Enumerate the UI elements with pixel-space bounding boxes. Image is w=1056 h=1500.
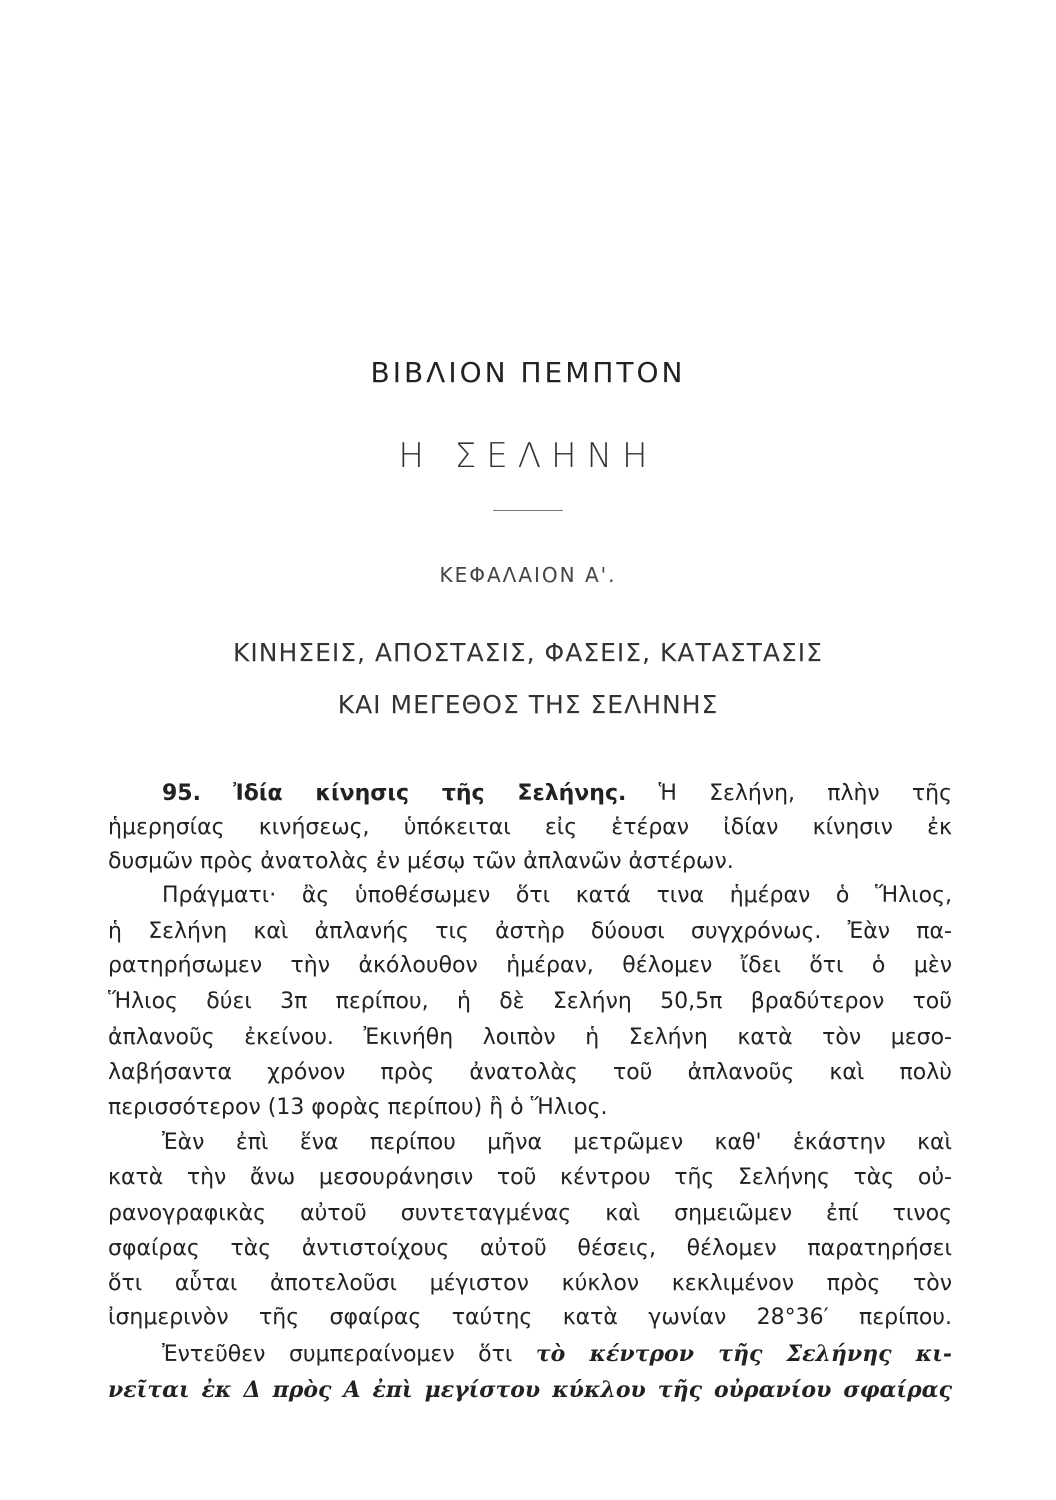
part-title: Η ΣΕΛΗΝΗ (398, 436, 658, 476)
text-line: Πράγματι· ἂς ὑποθέσωμεν ὅτι κατά τινα ἡμέραν ὁ Ἥλιος, (162, 883, 952, 908)
title-divider (493, 510, 563, 511)
chapter-title-line-1: ΚΙΝΗΣΕΙΣ, ΑΠΟΣΤΑΣΙΣ, ΦΑΣΕΙΣ, ΚΑΤΑΣΤΑΣΙΣ (233, 638, 823, 667)
chapter-label: ΚΕΦΑΛΑΙΟΝ Α'. (439, 563, 617, 587)
book-title: ΒΙΒΛΙΟΝ ΠΕΜΠΤΟΝ (370, 356, 686, 389)
text-line: ἡμερησίας κινήσεως, ὑπόκειται εἰς ἑτέραν ἰδίαν κίνησιν ἐκ (108, 815, 952, 840)
paragraph4-start: Ἐντεῦθεν συμπεραίνομεν ὅτι (162, 1342, 513, 1367)
section-first-line-text: Ἡ Σελήνη, πλὴν τῆς (658, 781, 952, 806)
text-line: λαβήσαντα χρόνον πρὸς ἀνατολὰς τοῦ ἀπλανοῦς καὶ πολὺ (108, 1060, 952, 1085)
text-line: κατὰ τὴν ἄνω μεσουράνησιν τοῦ κέντρου τῆς Σελήνης τὰς οὐ- (108, 1165, 952, 1190)
text-line: περισσότερον (13 φορὰς περίπου) ἢ ὁ Ἥλιος. (108, 1095, 608, 1120)
text-line: σφαίρας τὰς ἀντιστοίχους αὐτοῦ θέσεις, θέλομεν παρατηρήσει (108, 1236, 952, 1261)
section-heading: Ἰδία κίνησις τῆς Σελήνης. (233, 781, 627, 806)
paragraph4-italic-2: νεῖται ἐκ Δ πρὸς Α ἐπὶ μεγίστου κύκλου τῆς οὐρανίου σφαίρας (108, 1377, 952, 1403)
section-number: 95. (162, 781, 201, 806)
text-line: ἰσημερινὸν τῆς σφαίρας ταύτης κατὰ γωνίαν 28°36′ περίπου. (108, 1305, 952, 1330)
text-line (162, 1336, 952, 1372)
text-line: Ἥλιος δύει 3π περίπου, ἡ δὲ Σελήνη 50,5π βραδύτερον τοῦ (108, 989, 952, 1014)
text-line: Ἐὰν ἐπὶ ἕνα περίπου μῆνα μετρῶμεν καθ' ἑκάστην καὶ (162, 1130, 952, 1155)
text-line: ρανογραφικὰς αὐτοῦ συντεταγμένας καὶ σημειῶμεν ἐπί τινος (108, 1201, 952, 1226)
paragraph4-italic-1: τὸ κέντρον τῆς Σελήνης κι- (535, 1341, 953, 1367)
text-line: ἀπλανοῦς ἐκείνου. Ἐκινήθη λοιπὸν ἡ Σελήνη κατὰ τὸν μεσο- (108, 1025, 952, 1050)
text-line: ἡ Σελήνη καὶ ἀπλανής τις ἀστὴρ δύουσι συγχρόνως. Ἐὰν πα- (108, 919, 952, 944)
text-line: δυσμῶν πρὸς ἀνατολὰς ἐν μέσῳ τῶν ἀπλανῶν ἀστέρων. (108, 849, 734, 874)
section-first-line (162, 776, 952, 812)
text-line: ρατηρήσωμεν τὴν ἀκόλουθον ἡμέραν, θέλομεν ἴδει ὅτι ὁ μὲν (108, 953, 952, 978)
chapter-title-line-2: ΚΑΙ ΜΕΓΕΘΟΣ ΤΗΣ ΣΕΛΗΝΗΣ (337, 690, 719, 719)
text-line: ὅτι αὗται ἀποτελοῦσι μέγιστον κύκλον κεκλιμένον πρὸς τὸν (108, 1271, 952, 1296)
